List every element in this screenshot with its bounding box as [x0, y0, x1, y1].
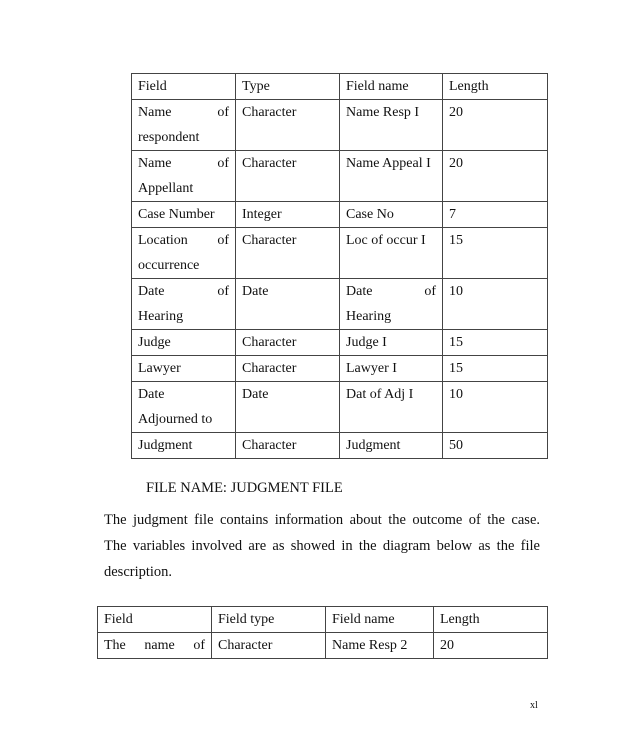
table-cell: [212, 633, 326, 659]
cell-line: Hearing: [138, 309, 184, 324]
page-number: xl: [530, 700, 538, 711]
table-cell: [132, 202, 236, 228]
judgment-file-table: [97, 606, 548, 659]
table-cell: [443, 151, 548, 202]
header-cell: Field: [132, 74, 236, 100]
cell-line: Lawyer I: [346, 361, 397, 376]
table-cell: [132, 433, 236, 459]
table-cell: [340, 100, 443, 151]
field-description-table: [131, 73, 548, 459]
cell-line: Date: [242, 284, 269, 299]
table-row: [132, 433, 548, 459]
cell-line: 20: [449, 156, 463, 171]
paragraph-line: The judgment file contains information about the outcome of the case.: [104, 512, 540, 528]
table-cell: [443, 100, 548, 151]
table-row: [132, 279, 548, 330]
header-cell: Length: [443, 74, 548, 100]
cell-line: Character: [218, 638, 273, 653]
cell-line: Character: [242, 156, 297, 171]
table-cell: [340, 330, 443, 356]
cell-line: Name of: [138, 156, 229, 171]
table-row: [132, 228, 548, 279]
table-header-row: [98, 607, 548, 633]
table-row: [132, 382, 548, 433]
table-cell: [132, 100, 236, 151]
section-heading: FILE NAME: JUDGMENT FILE: [146, 480, 343, 496]
table-cell: [443, 330, 548, 356]
cell-line: Appellant: [138, 181, 194, 196]
table-cell: [132, 330, 236, 356]
table-cell: [236, 151, 340, 202]
cell-line: Integer: [242, 207, 282, 222]
header-cell: Field name: [340, 74, 443, 100]
cell-line: Loc of occur I: [346, 233, 426, 248]
table-cell: [236, 202, 340, 228]
table-row: [132, 330, 548, 356]
cell-line: Judgment: [138, 438, 193, 453]
cell-line: Name Resp I: [346, 105, 420, 120]
header-cell: Field: [98, 607, 212, 633]
table-cell: [236, 330, 340, 356]
table-row: [132, 100, 548, 151]
table-cell: [340, 279, 443, 330]
description-paragraph: [104, 507, 540, 585]
cell-line: Case Number: [138, 207, 215, 222]
table-cell: [340, 151, 443, 202]
table-cell: [340, 228, 443, 279]
cell-line: 20: [440, 638, 454, 653]
table-cell: [340, 356, 443, 382]
table-cell: [340, 202, 443, 228]
cell-line: Date: [138, 387, 165, 402]
table-cell: [434, 633, 548, 659]
table-cell: [132, 382, 236, 433]
cell-line: Character: [242, 438, 297, 453]
table-cell: [340, 382, 443, 433]
table-cell: [98, 633, 212, 659]
cell-line: Character: [242, 361, 297, 376]
cell-line: Character: [242, 105, 297, 120]
cell-line: 10: [449, 387, 463, 402]
table-cell: [443, 382, 548, 433]
header-cell: Field name: [326, 607, 434, 633]
table-cell: [236, 356, 340, 382]
table-cell: [340, 433, 443, 459]
cell-line: Name of: [138, 105, 229, 120]
cell-line: Judgment: [346, 438, 401, 453]
cell-line: 50: [449, 438, 463, 453]
table-cell: [132, 356, 236, 382]
cell-line: Dat of Adj I: [346, 387, 414, 402]
cell-line: respondent: [138, 130, 200, 145]
table-cell: [443, 356, 548, 382]
cell-line: Judge I: [346, 335, 387, 350]
cell-line: 10: [449, 284, 463, 299]
table-header-row: [132, 74, 548, 100]
header-cell: Length: [434, 607, 548, 633]
cell-line: 7: [449, 207, 456, 222]
table-cell: [236, 433, 340, 459]
table-row: [132, 151, 548, 202]
table-cell: [326, 633, 434, 659]
table-cell: [236, 100, 340, 151]
table-row: [132, 202, 548, 228]
cell-line: occurrence: [138, 258, 200, 273]
cell-line: 15: [449, 233, 463, 248]
cell-line: Character: [242, 335, 297, 350]
table-row: [98, 633, 548, 659]
table-cell: [132, 279, 236, 330]
header-cell: Type: [236, 74, 340, 100]
table-cell: [236, 279, 340, 330]
cell-line: Name Appeal I: [346, 156, 431, 171]
table-cell: [236, 228, 340, 279]
table-cell: [443, 279, 548, 330]
cell-line: Lawyer: [138, 361, 181, 376]
cell-line: Date of: [346, 284, 436, 299]
cell-line: The name of: [104, 638, 205, 653]
header-cell: Field type: [212, 607, 326, 633]
cell-line: Date: [242, 387, 269, 402]
cell-line: Date of: [138, 284, 229, 299]
table-row: [132, 356, 548, 382]
cell-line: 15: [449, 361, 463, 376]
table-cell: [443, 228, 548, 279]
paragraph-line: The variables involved are as showed in the diagram below as the file: [104, 538, 540, 554]
cell-line: Adjourned to: [138, 412, 213, 427]
cell-line: Location of: [138, 233, 229, 248]
table-cell: [443, 433, 548, 459]
cell-line: 15: [449, 335, 463, 350]
table-cell: [132, 228, 236, 279]
cell-line: Judge: [138, 335, 171, 350]
cell-line: Hearing: [346, 309, 392, 324]
cell-line: Case No: [346, 207, 394, 222]
table-cell: [236, 382, 340, 433]
table-cell: [443, 202, 548, 228]
table-cell: [132, 151, 236, 202]
cell-line: 20: [449, 105, 463, 120]
cell-line: Name Resp 2: [332, 638, 408, 653]
paragraph-line: description.: [104, 564, 173, 580]
cell-line: Character: [242, 233, 297, 248]
